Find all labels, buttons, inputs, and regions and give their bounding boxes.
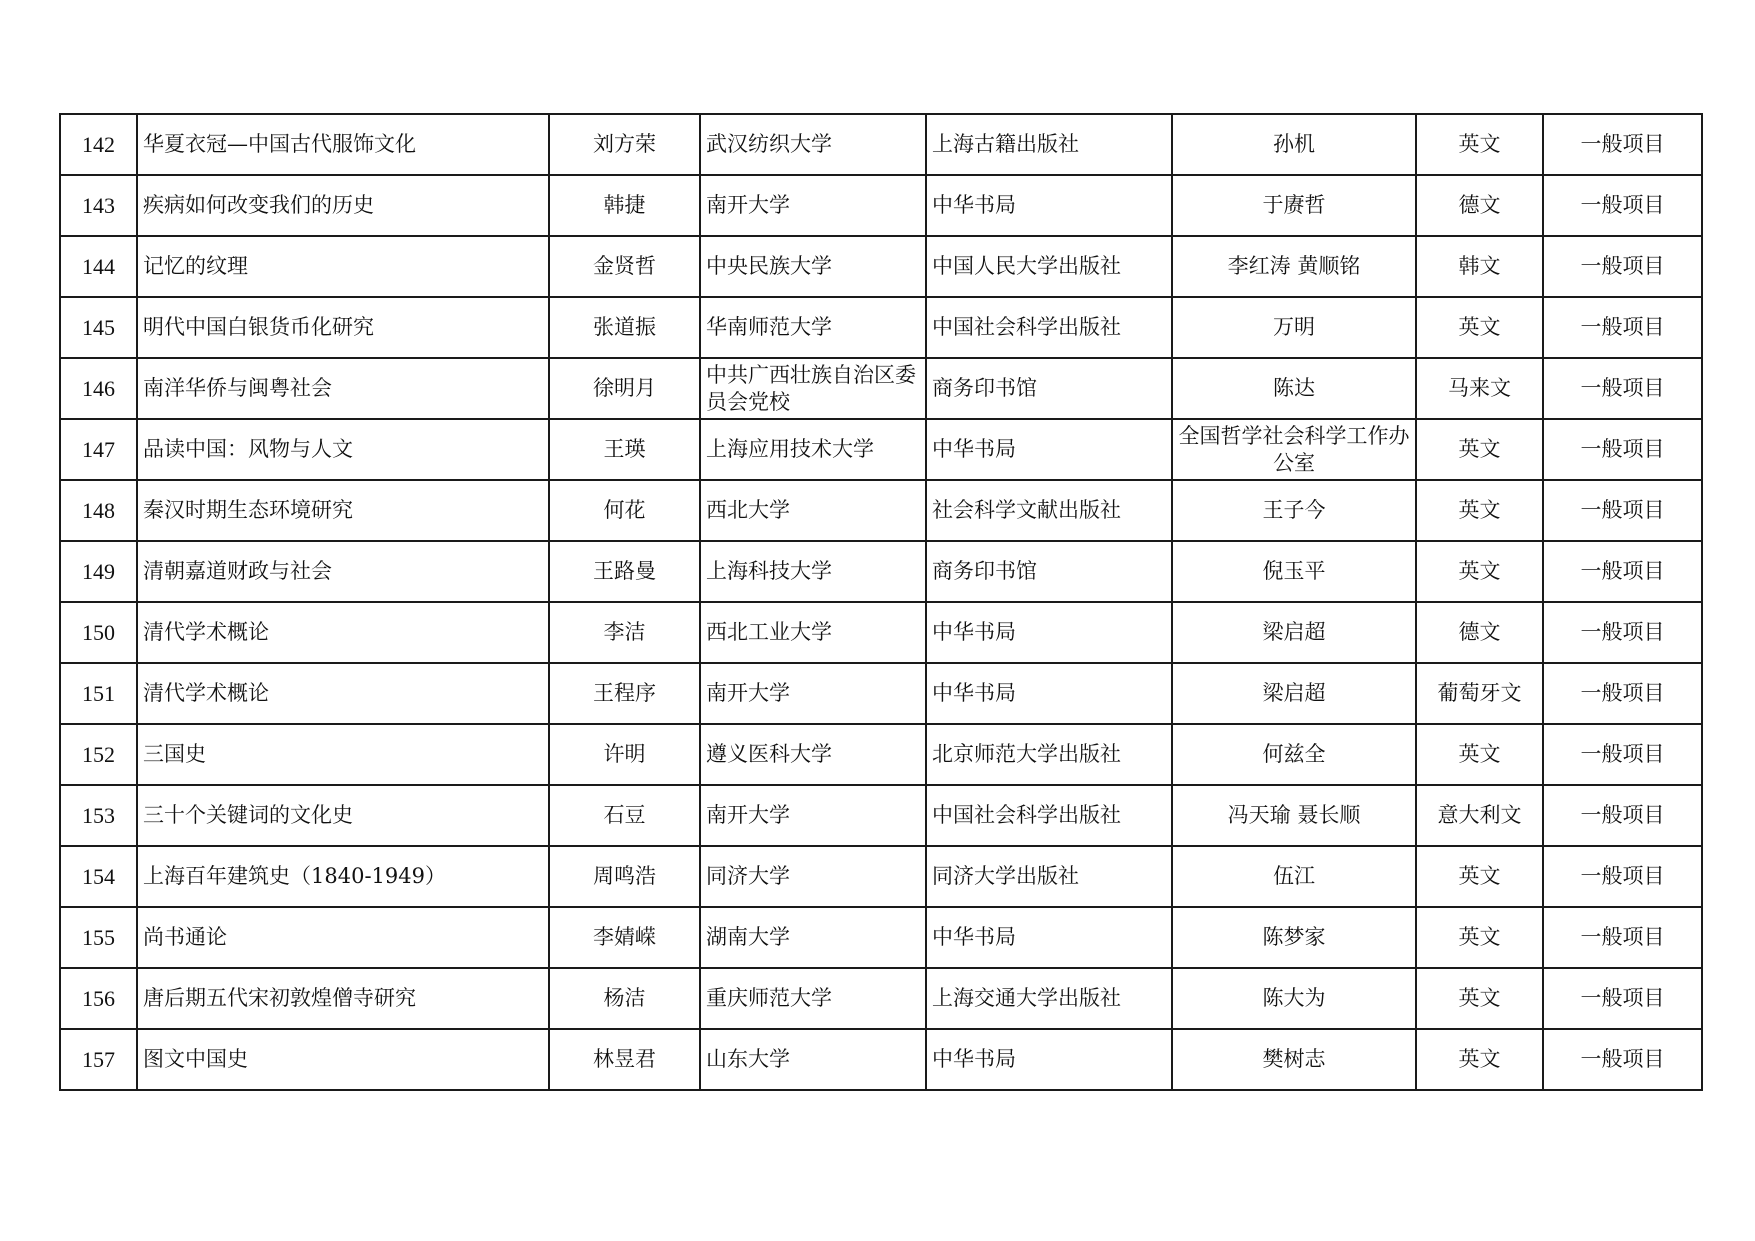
author-cell: 梁启超 [1172, 663, 1416, 724]
translator-cell: 何花 [549, 480, 700, 541]
institution-cell: 上海应用技术大学 [700, 419, 926, 480]
publisher-cell: 上海交通大学出版社 [926, 968, 1172, 1029]
language-cell: 英文 [1416, 907, 1543, 968]
publisher-cell: 中华书局 [926, 1029, 1172, 1090]
project-type-cell: 一般项目 [1543, 907, 1702, 968]
project-type-cell: 一般项目 [1543, 175, 1702, 236]
book-title-cell: 清代学术概论 [137, 663, 549, 724]
table-row [60, 968, 1702, 1029]
project-type-cell: 一般项目 [1543, 480, 1702, 541]
row-number-cell: 146 [60, 358, 137, 419]
institution-cell: 遵义医科大学 [700, 724, 926, 785]
institution-cell: 山东大学 [700, 1029, 926, 1090]
table-row [60, 1029, 1702, 1090]
translator-cell: 张道振 [549, 297, 700, 358]
book-title-cell: 上海百年建筑史（1840-1949） [137, 846, 549, 907]
author-cell: 倪玉平 [1172, 541, 1416, 602]
row-number-cell: 155 [60, 907, 137, 968]
row-number-cell: 156 [60, 968, 137, 1029]
translator-cell: 林昱君 [549, 1029, 700, 1090]
institution-cell: 西北工业大学 [700, 602, 926, 663]
row-number-cell: 142 [60, 114, 137, 175]
institution-cell: 上海科技大学 [700, 541, 926, 602]
project-type-cell: 一般项目 [1543, 846, 1702, 907]
book-title-cell: 尚书通论 [137, 907, 549, 968]
translator-cell: 石豆 [549, 785, 700, 846]
book-title-cell: 明代中国白银货币化研究 [137, 297, 549, 358]
project-type-cell: 一般项目 [1543, 968, 1702, 1029]
translator-cell: 李婧嵘 [549, 907, 700, 968]
project-type-cell: 一般项目 [1543, 297, 1702, 358]
author-cell: 王子今 [1172, 480, 1416, 541]
language-cell: 英文 [1416, 541, 1543, 602]
row-number-cell: 152 [60, 724, 137, 785]
table-row [60, 846, 1702, 907]
publisher-cell: 中华书局 [926, 419, 1172, 480]
publisher-cell: 中国人民大学出版社 [926, 236, 1172, 297]
language-cell: 韩文 [1416, 236, 1543, 297]
book-title-cell: 清代学术概论 [137, 602, 549, 663]
table-row [60, 785, 1702, 846]
author-cell: 孙机 [1172, 114, 1416, 175]
language-cell: 德文 [1416, 602, 1543, 663]
institution-cell: 同济大学 [700, 846, 926, 907]
translator-cell: 韩捷 [549, 175, 700, 236]
author-cell: 陈达 [1172, 358, 1416, 419]
book-title-cell: 记忆的纹理 [137, 236, 549, 297]
row-number-cell: 144 [60, 236, 137, 297]
language-cell: 葡萄牙文 [1416, 663, 1543, 724]
publisher-cell: 中国社会科学出版社 [926, 785, 1172, 846]
language-cell: 英文 [1416, 419, 1543, 480]
language-cell: 马来文 [1416, 358, 1543, 419]
institution-cell: 南开大学 [700, 175, 926, 236]
book-title-cell: 疾病如何改变我们的历史 [137, 175, 549, 236]
publisher-cell: 上海古籍出版社 [926, 114, 1172, 175]
author-cell: 李红涛 黄顺铭 [1172, 236, 1416, 297]
translator-cell: 周鸣浩 [549, 846, 700, 907]
row-number-cell: 149 [60, 541, 137, 602]
translator-cell: 王程序 [549, 663, 700, 724]
language-cell: 意大利文 [1416, 785, 1543, 846]
project-type-cell: 一般项目 [1543, 663, 1702, 724]
author-cell: 樊树志 [1172, 1029, 1416, 1090]
author-cell: 梁启超 [1172, 602, 1416, 663]
institution-cell: 湖南大学 [700, 907, 926, 968]
row-number-cell: 143 [60, 175, 137, 236]
row-number-cell: 147 [60, 419, 137, 480]
language-cell: 英文 [1416, 297, 1543, 358]
project-type-cell: 一般项目 [1543, 1029, 1702, 1090]
row-number-cell: 145 [60, 297, 137, 358]
table-body [60, 114, 1702, 1090]
institution-cell: 中共广西壮族自治区委员会党校 [700, 358, 926, 419]
publisher-cell: 中华书局 [926, 663, 1172, 724]
publisher-cell: 同济大学出版社 [926, 846, 1172, 907]
language-cell: 英文 [1416, 114, 1543, 175]
project-type-cell: 一般项目 [1543, 541, 1702, 602]
publisher-cell: 社会科学文献出版社 [926, 480, 1172, 541]
book-title-cell: 南洋华侨与闽粤社会 [137, 358, 549, 419]
table-row [60, 297, 1702, 358]
language-cell: 英文 [1416, 968, 1543, 1029]
row-number-cell: 148 [60, 480, 137, 541]
project-type-cell: 一般项目 [1543, 114, 1702, 175]
translator-cell: 金贤哲 [549, 236, 700, 297]
author-cell: 冯天瑜 聂长顺 [1172, 785, 1416, 846]
table-row [60, 663, 1702, 724]
table-row [60, 480, 1702, 541]
table-row [60, 114, 1702, 175]
institution-cell: 重庆师范大学 [700, 968, 926, 1029]
book-title-cell: 清朝嘉道财政与社会 [137, 541, 549, 602]
book-title-cell: 唐后期五代宋初敦煌僧寺研究 [137, 968, 549, 1029]
table-row [60, 358, 1702, 419]
author-cell: 于赓哲 [1172, 175, 1416, 236]
project-type-cell: 一般项目 [1543, 358, 1702, 419]
project-type-cell: 一般项目 [1543, 724, 1702, 785]
publisher-cell: 商务印书馆 [926, 541, 1172, 602]
publisher-cell: 中华书局 [926, 175, 1172, 236]
project-type-cell: 一般项目 [1543, 419, 1702, 480]
publisher-cell: 中华书局 [926, 907, 1172, 968]
institution-cell: 武汉纺织大学 [700, 114, 926, 175]
translator-cell: 王瑛 [549, 419, 700, 480]
publisher-cell: 中国社会科学出版社 [926, 297, 1172, 358]
row-number-cell: 154 [60, 846, 137, 907]
table-row [60, 419, 1702, 480]
table-row [60, 236, 1702, 297]
book-title-cell: 品读中国：风物与人文 [137, 419, 549, 480]
table-row [60, 907, 1702, 968]
project-type-cell: 一般项目 [1543, 236, 1702, 297]
row-number-cell: 153 [60, 785, 137, 846]
language-cell: 英文 [1416, 1029, 1543, 1090]
translator-cell: 李洁 [549, 602, 700, 663]
institution-cell: 西北大学 [700, 480, 926, 541]
translator-cell: 徐明月 [549, 358, 700, 419]
institution-cell: 南开大学 [700, 785, 926, 846]
table-row [60, 541, 1702, 602]
project-table [59, 113, 1703, 1091]
language-cell: 英文 [1416, 480, 1543, 541]
book-title-cell: 图文中国史 [137, 1029, 549, 1090]
row-number-cell: 150 [60, 602, 137, 663]
institution-cell: 中央民族大学 [700, 236, 926, 297]
book-title-cell: 秦汉时期生态环境研究 [137, 480, 549, 541]
institution-cell: 华南师范大学 [700, 297, 926, 358]
translator-cell: 王路曼 [549, 541, 700, 602]
author-cell: 陈梦家 [1172, 907, 1416, 968]
project-type-cell: 一般项目 [1543, 602, 1702, 663]
publisher-cell: 商务印书馆 [926, 358, 1172, 419]
author-cell: 伍江 [1172, 846, 1416, 907]
institution-cell: 南开大学 [700, 663, 926, 724]
author-cell: 全国哲学社会科学工作办公室 [1172, 419, 1416, 480]
table-row [60, 724, 1702, 785]
publisher-cell: 中华书局 [926, 602, 1172, 663]
book-title-cell: 三国史 [137, 724, 549, 785]
book-title-cell: 三十个关键词的文化史 [137, 785, 549, 846]
translator-cell: 杨洁 [549, 968, 700, 1029]
publisher-cell: 北京师范大学出版社 [926, 724, 1172, 785]
table-row [60, 175, 1702, 236]
book-title-cell: 华夏衣冠—中国古代服饰文化 [137, 114, 549, 175]
language-cell: 英文 [1416, 724, 1543, 785]
author-cell: 何兹全 [1172, 724, 1416, 785]
author-cell: 万明 [1172, 297, 1416, 358]
language-cell: 英文 [1416, 846, 1543, 907]
table-row [60, 602, 1702, 663]
author-cell: 陈大为 [1172, 968, 1416, 1029]
translator-cell: 刘方荣 [549, 114, 700, 175]
row-number-cell: 151 [60, 663, 137, 724]
translator-cell: 许明 [549, 724, 700, 785]
language-cell: 德文 [1416, 175, 1543, 236]
row-number-cell: 157 [60, 1029, 137, 1090]
project-type-cell: 一般项目 [1543, 785, 1702, 846]
